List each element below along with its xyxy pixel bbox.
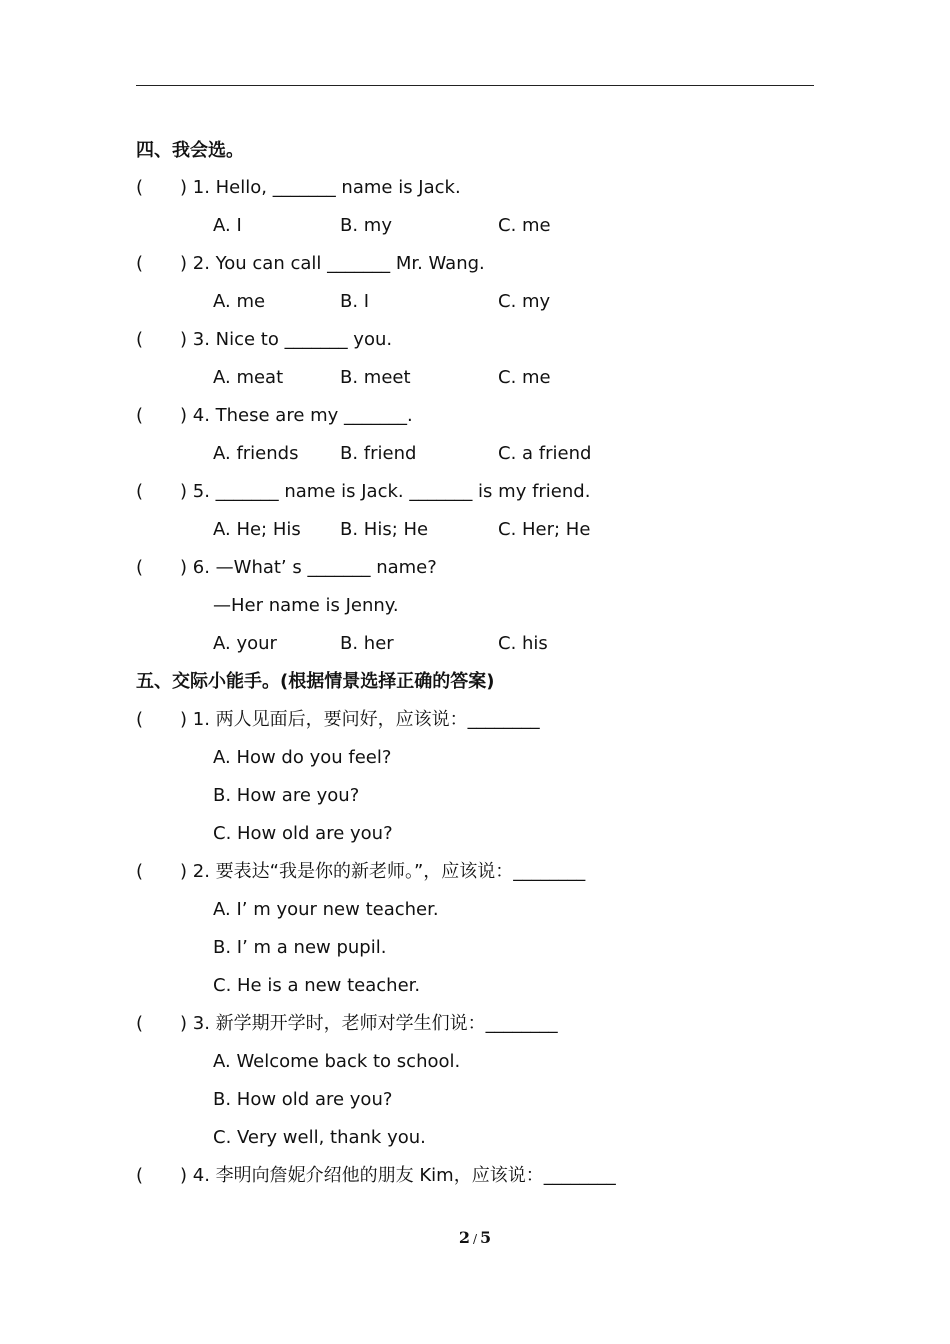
option-b: B. friend [340, 443, 417, 464]
question-stem: ) 4. These are my _______. [180, 405, 413, 426]
option-c: C. my [498, 291, 551, 312]
s4-options-3 [136, 366, 551, 390]
s4-options-2 [136, 290, 551, 314]
s4-question-6 [136, 556, 437, 580]
s4-question-3 [136, 328, 393, 352]
option-b: B. my [340, 215, 392, 236]
header-rule [136, 85, 814, 86]
question-stem: ) 2. You can call _______ Mr. Wang. [180, 253, 485, 274]
answer-paren[interactable]: ( [136, 557, 144, 578]
s5-question-1 [136, 708, 540, 732]
answer-paren[interactable]: ( [136, 1165, 144, 1186]
question-stem: ) 3. 新学期开学时，老师对学生们说：________ [180, 1013, 558, 1034]
option-c: C. his [498, 633, 548, 654]
s4-options-4 [136, 442, 592, 466]
answer-paren[interactable]: ( [136, 1013, 144, 1034]
answer-paren[interactable]: ( [136, 177, 144, 198]
s5-question-4 [136, 1164, 616, 1188]
option-c: C. Very well, thank you. [213, 1127, 426, 1148]
s4-options-5 [136, 518, 591, 542]
s4-question-1 [136, 176, 461, 200]
option-b: B. meet [340, 367, 411, 388]
option-b: B. her [340, 633, 394, 654]
answer-paren[interactable]: ( [136, 709, 144, 730]
s4-question-4 [136, 404, 413, 428]
s5-question-3 [136, 1012, 558, 1036]
s4-dialogue-reply [136, 594, 399, 618]
option-b: B. His; He [340, 519, 429, 540]
option-a: A. I [213, 215, 242, 236]
current-page: 2 [458, 1228, 470, 1247]
option-b: B. How are you? [213, 785, 360, 806]
question-stem: ) 1. Hello, _______ name is Jack. [180, 177, 461, 198]
option-c: C. a friend [498, 443, 592, 464]
s4-question-5 [136, 480, 591, 504]
page-separator: / [472, 1232, 478, 1246]
section4-title: 四、我会选。 [136, 140, 244, 161]
question-stem: ) 2. 要表达“我是你的新老师。”，应该说：________ [180, 861, 586, 882]
s5-question-2 [136, 860, 586, 884]
option-a: A. He; His [213, 519, 301, 540]
s4-options-1 [136, 214, 551, 238]
option-a: A. me [213, 291, 266, 312]
option-c: C. How old are you? [213, 823, 393, 844]
dialogue-line: —Her name is Jenny. [213, 595, 399, 616]
question-stem: ) 1. 两人见面后，要问好，应该说：________ [180, 709, 540, 730]
option-c: C. me [498, 215, 551, 236]
question-stem: ) 6. —What’ s _______ name? [180, 557, 437, 578]
option-c: C. Her; He [498, 519, 591, 540]
answer-paren[interactable]: ( [136, 253, 144, 274]
option-c: C. He is a new teacher. [213, 975, 421, 996]
option-a: A. your [213, 633, 277, 654]
option-b: B. I’ m a new pupil. [213, 937, 387, 958]
option-c: C. me [498, 367, 551, 388]
answer-paren[interactable]: ( [136, 481, 144, 502]
page-number [0, 1228, 950, 1247]
option-a: A. Welcome back to school. [213, 1051, 461, 1072]
option-b: B. I [340, 291, 370, 312]
option-a: A. I’ m your new teacher. [213, 899, 439, 920]
option-b: B. How old are you? [213, 1089, 393, 1110]
option-a: A. How do you feel? [213, 747, 392, 768]
option-a: A. friends [213, 443, 299, 464]
answer-paren[interactable]: ( [136, 329, 144, 350]
question-stem: ) 3. Nice to _______ you. [180, 329, 393, 350]
answer-paren[interactable]: ( [136, 861, 144, 882]
total-pages: 5 [480, 1228, 492, 1247]
section5-title: 五、交际小能手。(根据情景选择正确的答案) [136, 671, 495, 692]
option-a: A. meat [213, 367, 284, 388]
question-stem: ) 5. _______ name is Jack. _______ is my friend. [180, 481, 591, 502]
s4-question-2 [136, 252, 485, 276]
answer-paren[interactable]: ( [136, 405, 144, 426]
s4-options-6 [136, 632, 548, 656]
question-stem: ) 4. 李明向詹妮介绍他的朋友 Kim，应该说：________ [180, 1165, 616, 1186]
